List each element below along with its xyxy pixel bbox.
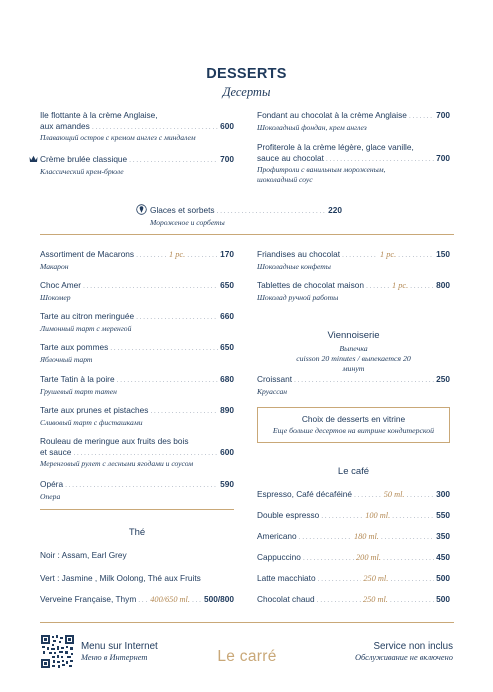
item-quantity: 400/650 ml. [150,595,190,604]
menu-item [257,531,450,544]
item-quantity: 1 pc. [380,250,397,259]
divider [40,509,234,510]
service-notice [355,641,453,663]
item-name: et sauce [40,446,72,457]
item-translation: Макарон [40,261,69,271]
item-name: Profiterole à la crème légère, glace vanille, [257,142,414,152]
item-price: 300 [436,489,450,499]
item-name: Friandises au chocolat [257,249,341,259]
item-name: sauce au chocolat [257,152,324,163]
item-name: Assortiment de Macarons [40,249,135,259]
menu-item [40,405,234,428]
page-title: DESSERTS [206,66,287,82]
menu-item [257,374,450,397]
menu-item [257,489,450,502]
menu-item [40,479,234,502]
item-name: Croissant [257,374,293,384]
item-price: 700 [436,152,450,163]
menu-item [257,110,450,133]
menu-item [40,110,234,143]
item-translation: Плавающий остров с кремом англез с миндалем [40,133,196,143]
item-price: 590 [220,479,234,489]
item-price: 500 [436,573,450,583]
item-translation: Опера [40,491,61,501]
menu-item [40,249,234,272]
section-subtitle: cuisson 20 minutes / выпекается 20 [296,354,411,363]
item-price: 450 [436,552,450,562]
vitrine-notice [257,407,450,443]
item-name: Rouleau de meringue aux fruits des bois [40,436,189,446]
section-title: Le café [337,466,370,477]
menu-item [40,311,234,334]
item-price: 150 [436,249,450,259]
ice-cream-icon [136,204,147,215]
item-price: 700 [220,154,234,164]
menu-item [40,342,234,365]
item-name: Crème brulée classique [40,154,128,164]
item-translation: Грушевый тарт татен [40,386,117,396]
item-price: 890 [220,405,234,415]
item-price: 660 [220,311,234,321]
page-subtitle: Десерты [222,85,271,99]
divider [40,622,454,623]
menu-item [257,552,450,565]
item-name: Verveine Française, Thym [40,594,137,604]
menu-item [257,249,450,272]
item-name: Latte macchiato [257,573,316,583]
item-translation: Яблочный тарт [40,354,93,364]
menu-item [40,374,234,397]
item-quantity: 1 pc. [169,250,186,259]
item-quantity: 200 ml. [356,553,381,562]
item-translation: Круассан [257,386,288,396]
item-name: Glaces et sorbets [150,205,215,215]
menu-item [257,142,450,185]
item-price: 650 [220,342,234,352]
item-translation: Классический крем-брюле [40,166,124,176]
menu-item [40,154,234,177]
item-name: Tarte aux pommes [40,342,109,352]
item-price: 600 [220,120,234,131]
item-name: Fondant au chocolat à la crème Anglaise [257,110,407,120]
item-name: Chocolat chaud [257,594,315,604]
item-price: 550 [436,510,450,520]
menu-item [257,573,450,586]
menu-online-translation: Меню в Интернет [81,653,148,662]
item-translation: Профитроли с ванильным мороженым, [257,165,386,175]
tea-line: Noir : Assam, Earl Grey [40,550,127,560]
brand-logo: Le carré [217,648,277,665]
item-price: 700 [436,110,450,120]
vitrine-subtitle: Еще больше десертов на витрине кондитерской [272,426,435,435]
item-name: Tablettes de chocolat maison [257,280,365,290]
item-translation: Шоколадные конфеты [257,261,331,271]
menu-online-link[interactable] [81,641,158,663]
item-price: 220 [328,205,342,215]
item-translation: Шоколад ручной работы [257,292,339,302]
item-name: Americano [257,531,297,541]
item-name: Tarte Tatin à la poire [40,374,115,384]
vitrine-title: Choix de desserts en vitrine [301,414,406,424]
crown-icon [29,155,38,163]
item-price: 600 [220,446,234,457]
item-name: Tarte aux prunes et pistaches [40,405,149,415]
item-price: 250 [436,374,450,384]
item-translation: Шокомер [40,292,71,302]
menu-item [150,205,342,228]
item-quantity: 1 pc. [392,281,409,290]
item-translation: Шоколадный фондан, крем англез [257,122,367,132]
divider [40,234,454,235]
menu-online-label: Menu sur Internet [81,641,158,652]
item-name: Choc Amer [40,280,82,290]
item-translation: Мороженое и сорбеты [150,217,225,227]
item-translation: Меренговый рулет с лесными ягодами и соусом [40,459,194,469]
item-name: Tarte au citron meringuée [40,311,135,321]
qr-code-icon[interactable] [40,634,75,669]
item-price: 500/800 [203,594,234,604]
item-name: Opéra [40,479,64,489]
item-name: Espresso, Café décaféiné [257,489,353,499]
item-quantity: 50 ml. [383,490,405,499]
tea-line: Vert : Jasmine , Milk Oolong, Thé aux Fruits [40,573,201,583]
item-price: 500 [436,594,450,604]
item-price: 680 [220,374,234,384]
item-translation: Сливовый тарт с фисташками [40,417,143,427]
section-subtitle: Выпечка [339,344,368,353]
section-subtitle: минут [342,364,365,373]
item-price: 170 [220,249,234,259]
item-quantity: 250 ml. [363,574,389,583]
item-name: Ile flottante à la crème Anglaise, [40,110,158,120]
menu-item [40,594,234,607]
item-price: 800 [436,280,450,290]
menu-item [257,510,450,523]
item-name: aux amandes [40,120,90,131]
menu-item [257,594,450,607]
section-title: Thé [128,527,146,538]
section-title: Viennoiserie [327,330,380,341]
item-quantity: 250 ml. [362,595,388,604]
item-price: 650 [220,280,234,290]
item-name: Double espresso [257,510,320,520]
menu-item [40,436,234,469]
service-translation: Обслуживание не включено [354,653,453,662]
menu-item [257,280,450,303]
item-name: Cappuccino [257,552,301,562]
item-translation: Лимонный тарт с меренгой [40,323,132,333]
menu-item [40,280,234,303]
item-quantity: 180 ml. [353,532,379,541]
item-price: 350 [436,531,450,541]
item-translation: шоколадный соус [257,175,313,185]
service-label: Service non inclus [373,641,453,652]
item-quantity: 100 ml. [365,511,391,520]
